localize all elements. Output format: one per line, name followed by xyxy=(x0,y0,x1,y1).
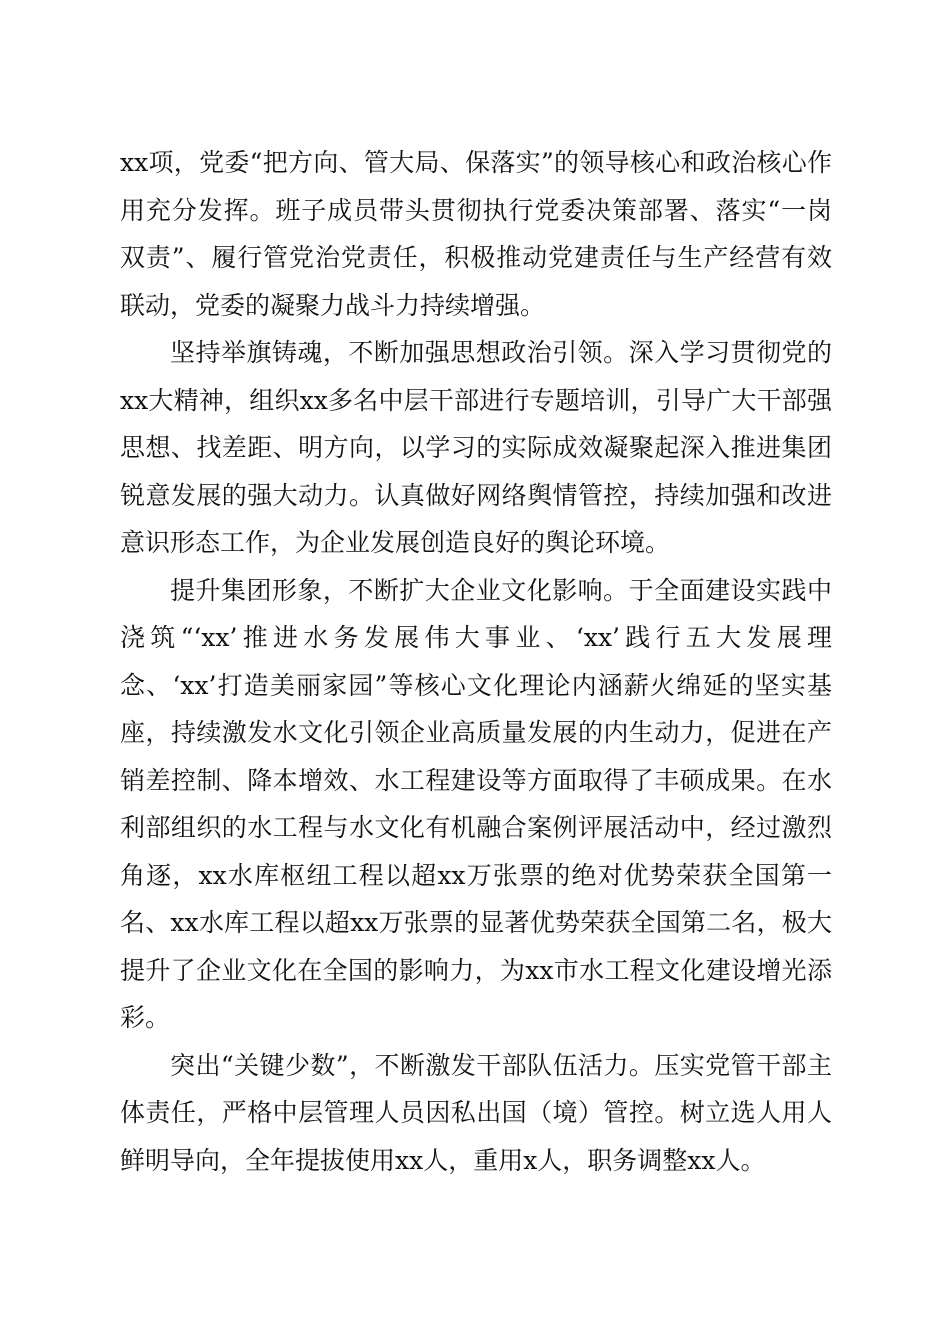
paragraph-cadre-team: 突出“关键少数”，不断激发干部队伍活力。压实党管干部主体责任，严格中层管理人员因私出国（境）管控。树立选人用人鲜明导向，全年提拔使用xx人，重用x人，职务调整xx人。 xyxy=(120,1050,832,1175)
paragraph-continuation: xx项，党委“把方向、管大局、保落实”的领导核心和政治核心作用充分发挥。班子成员带头贯彻执行党委决策部署、落实“一岗双责”、履行管党治党责任，积极推动党建责任与生产经营有效联动，党委的凝聚力战斗力持续增强。 xyxy=(120,148,832,320)
paragraph-ideology: 坚持举旗铸魂，不断加强思想政治引领。深入学习贯彻党的xx大精神，组织xx多名中层干部进行专题培训，引导广大干部强思想、找差距、明方向，以学习的实际成效凝聚起深入推进集团锐意发展的强大动力。认真做好网络舆情管控，持续加强和改进意识形态工作，为企业发展创造良好的舆论环境。 xyxy=(120,338,832,557)
document-body xyxy=(120,139,832,1184)
paragraph-corporate-culture: 提升集团形象，不断扩大企业文化影响。于全面建设实践中浇筑“‘xx’推进水务发展伟大事业、‘xx’践行五大发展理念、‘xx’打造美丽家园”等核心文化理论内涵薪火绵延的坚实基座，持续激发水文化引领企业高质量发展的内生动力，促进在产销差控制、降本增效、水工程建设等方面取得了丰硕成果。在水利部组织的水工程与水文化有机融合案例评展活动中，经过激烈角逐，xx水库枢纽工程以超xx万张票的绝对优势荣获全国第一名、xx水库工程以超xx万张票的显著优势荣获全国第二名，极大提升了企业文化在全国的影响力，为xx市水工程文化建设增光添彩。 xyxy=(120,575,832,1032)
